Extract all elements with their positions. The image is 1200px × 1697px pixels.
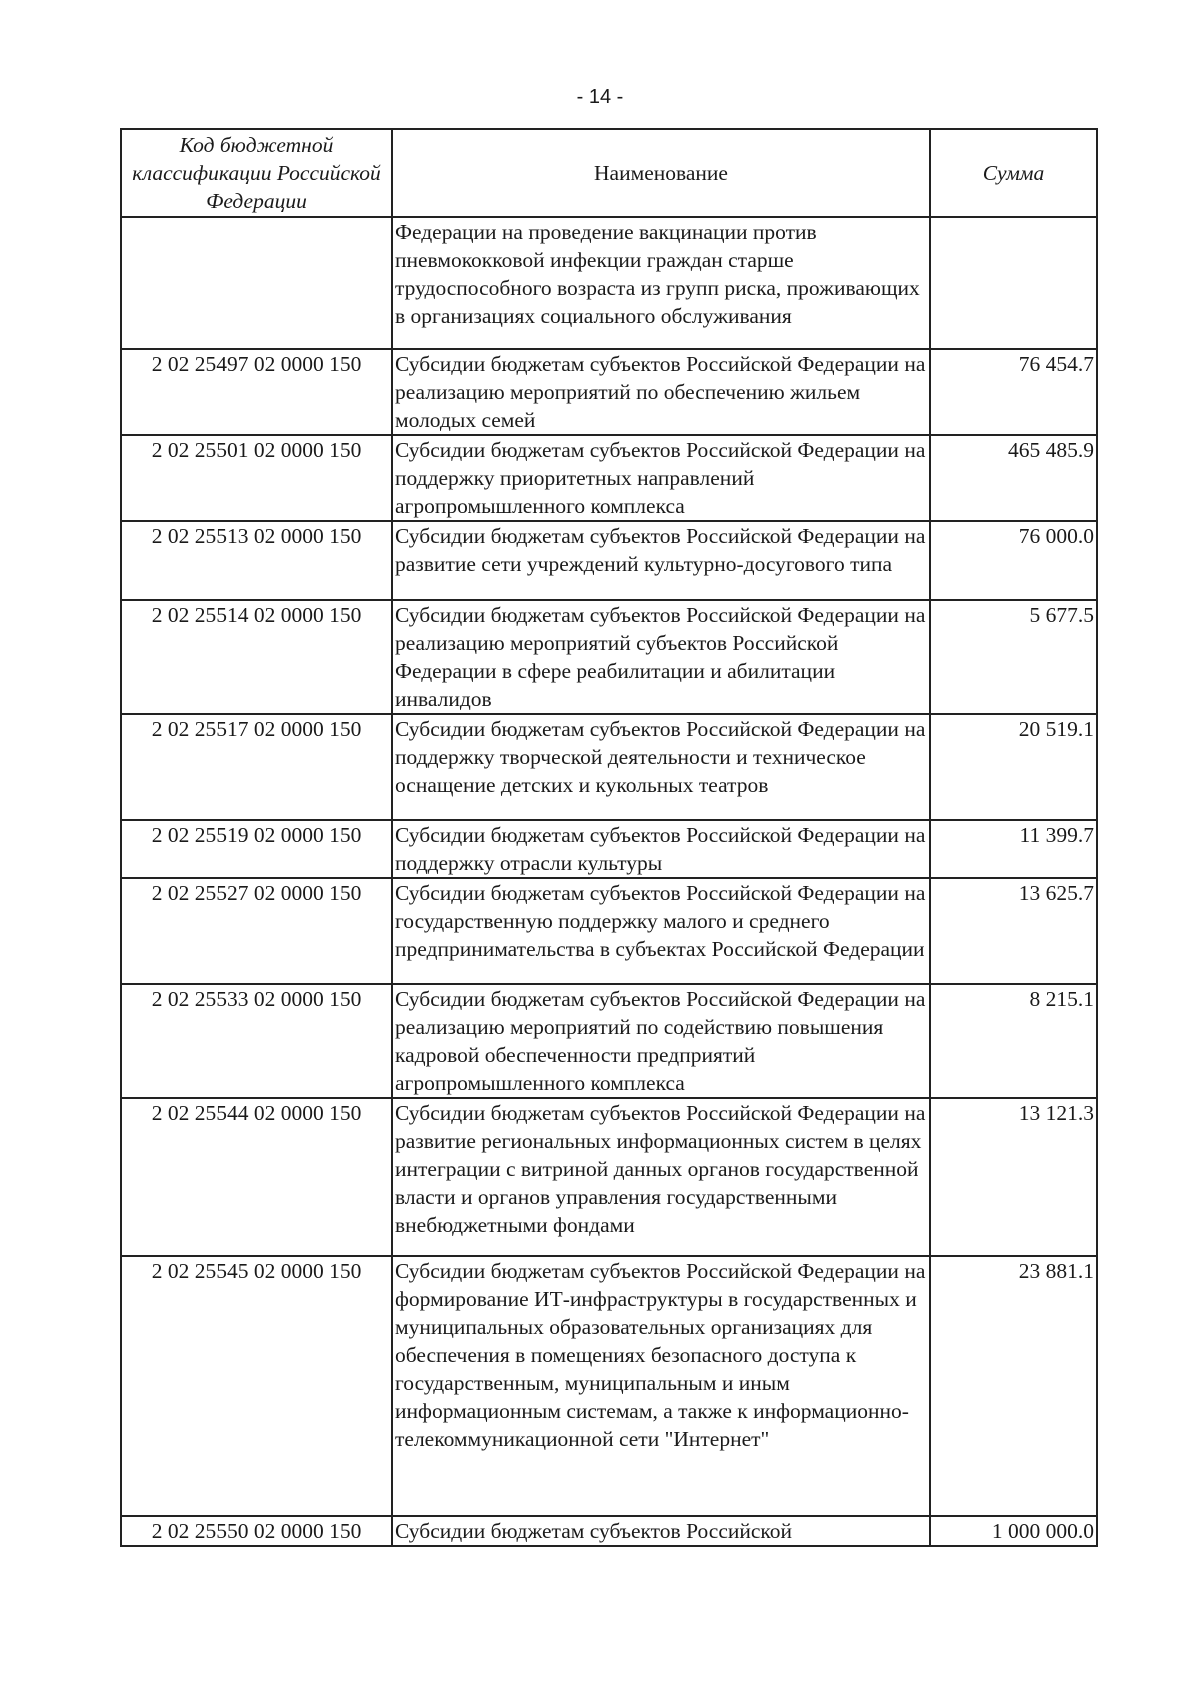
row-code: 2 02 25519 02 0000 150 [121,820,392,878]
table-row [121,600,1097,714]
table-row [121,217,1097,349]
row-code [121,217,392,349]
row-sum: 76 454.7 [930,349,1097,435]
table-row [121,435,1097,521]
row-name: Субсидии бюджетам субъектов Российской Федерации на формирование ИТ-инфраструктуры в государственных и муниципальных образовательных организациях для обеспечения в помещениях безопасного доступа к государственным, муниципальным и иным информационным системам, а также к информационно-телекоммуникационной сети "Интернет" [392,1256,930,1516]
header-code: Код бюджетной классификации Российской Федерации [121,129,392,217]
row-sum [930,217,1097,349]
row-sum: 8 215.1 [930,984,1097,1098]
row-sum: 23 881.1 [930,1256,1097,1516]
row-code: 2 02 25501 02 0000 150 [121,435,392,521]
row-code: 2 02 25527 02 0000 150 [121,878,392,984]
row-code: 2 02 25514 02 0000 150 [121,600,392,714]
row-name: Субсидии бюджетам субъектов Российской Федерации на реализацию мероприятий по обеспечению жильем молодых семей [392,349,930,435]
row-sum: 465 485.9 [930,435,1097,521]
row-sum: 1 000 000.0 [930,1516,1097,1546]
row-name: Субсидии бюджетам субъектов Российской Федерации на развитие региональных информационных систем в целях интеграции с витриной данных органов государственной власти и органов управления государственными внебюджетными фондами [392,1098,930,1256]
row-name: Субсидии бюджетам субъектов Российской Федерации на реализацию мероприятий по содействию повышения кадровой обеспеченности предприятий агропромышленного комплекса [392,984,930,1098]
table-row [121,1098,1097,1256]
header-name: Наименование [392,129,930,217]
row-sum: 13 625.7 [930,878,1097,984]
row-sum: 76 000.0 [930,521,1097,600]
row-sum: 11 399.7 [930,820,1097,878]
table-row [121,878,1097,984]
row-name: Субсидии бюджетам субъектов Российской Федерации на государственную поддержку малого и среднего предпринимательства в субъектах Российской Федерации [392,878,930,984]
row-name: Субсидии бюджетам субъектов Российской Федерации на развитие сети учреждений культурно-досугового типа [392,521,930,600]
table-row [121,349,1097,435]
row-code: 2 02 25513 02 0000 150 [121,521,392,600]
row-sum: 20 519.1 [930,714,1097,820]
row-name: Субсидии бюджетам субъектов Российской Федерации на реализацию мероприятий субъектов Российской Федерации в сфере реабилитации и абилитации инвалидов [392,600,930,714]
table-row [121,1256,1097,1516]
row-code: 2 02 25545 02 0000 150 [121,1256,392,1516]
row-name: Субсидии бюджетам субъектов Российской Федерации на поддержку отрасли культуры [392,820,930,878]
table-header-row [121,129,1097,217]
table-row [121,1516,1097,1546]
row-code: 2 02 25544 02 0000 150 [121,1098,392,1256]
table-row [121,820,1097,878]
table-row [121,984,1097,1098]
page-number: - 14 - [576,86,624,108]
row-name: Федерации на проведение вакцинации против пневмококковой инфекции граждан старше трудоспособного возраста из групп риска, проживающих в организациях социального обслуживания [392,217,930,349]
budget-table [120,128,1098,1547]
row-code: 2 02 25550 02 0000 150 [121,1516,392,1546]
row-code: 2 02 25533 02 0000 150 [121,984,392,1098]
header-sum: Сумма [930,129,1097,217]
table-row [121,714,1097,820]
row-name: Субсидии бюджетам субъектов Российской [392,1516,930,1546]
row-sum: 5 677.5 [930,600,1097,714]
row-code: 2 02 25497 02 0000 150 [121,349,392,435]
row-sum: 13 121.3 [930,1098,1097,1256]
row-code: 2 02 25517 02 0000 150 [121,714,392,820]
row-name: Субсидии бюджетам субъектов Российской Федерации на поддержку приоритетных направлений агропромышленного комплекса [392,435,930,521]
table-row [121,521,1097,600]
row-name: Субсидии бюджетам субъектов Российской Федерации на поддержку творческой деятельности и техническое оснащение детских и кукольных театров [392,714,930,820]
